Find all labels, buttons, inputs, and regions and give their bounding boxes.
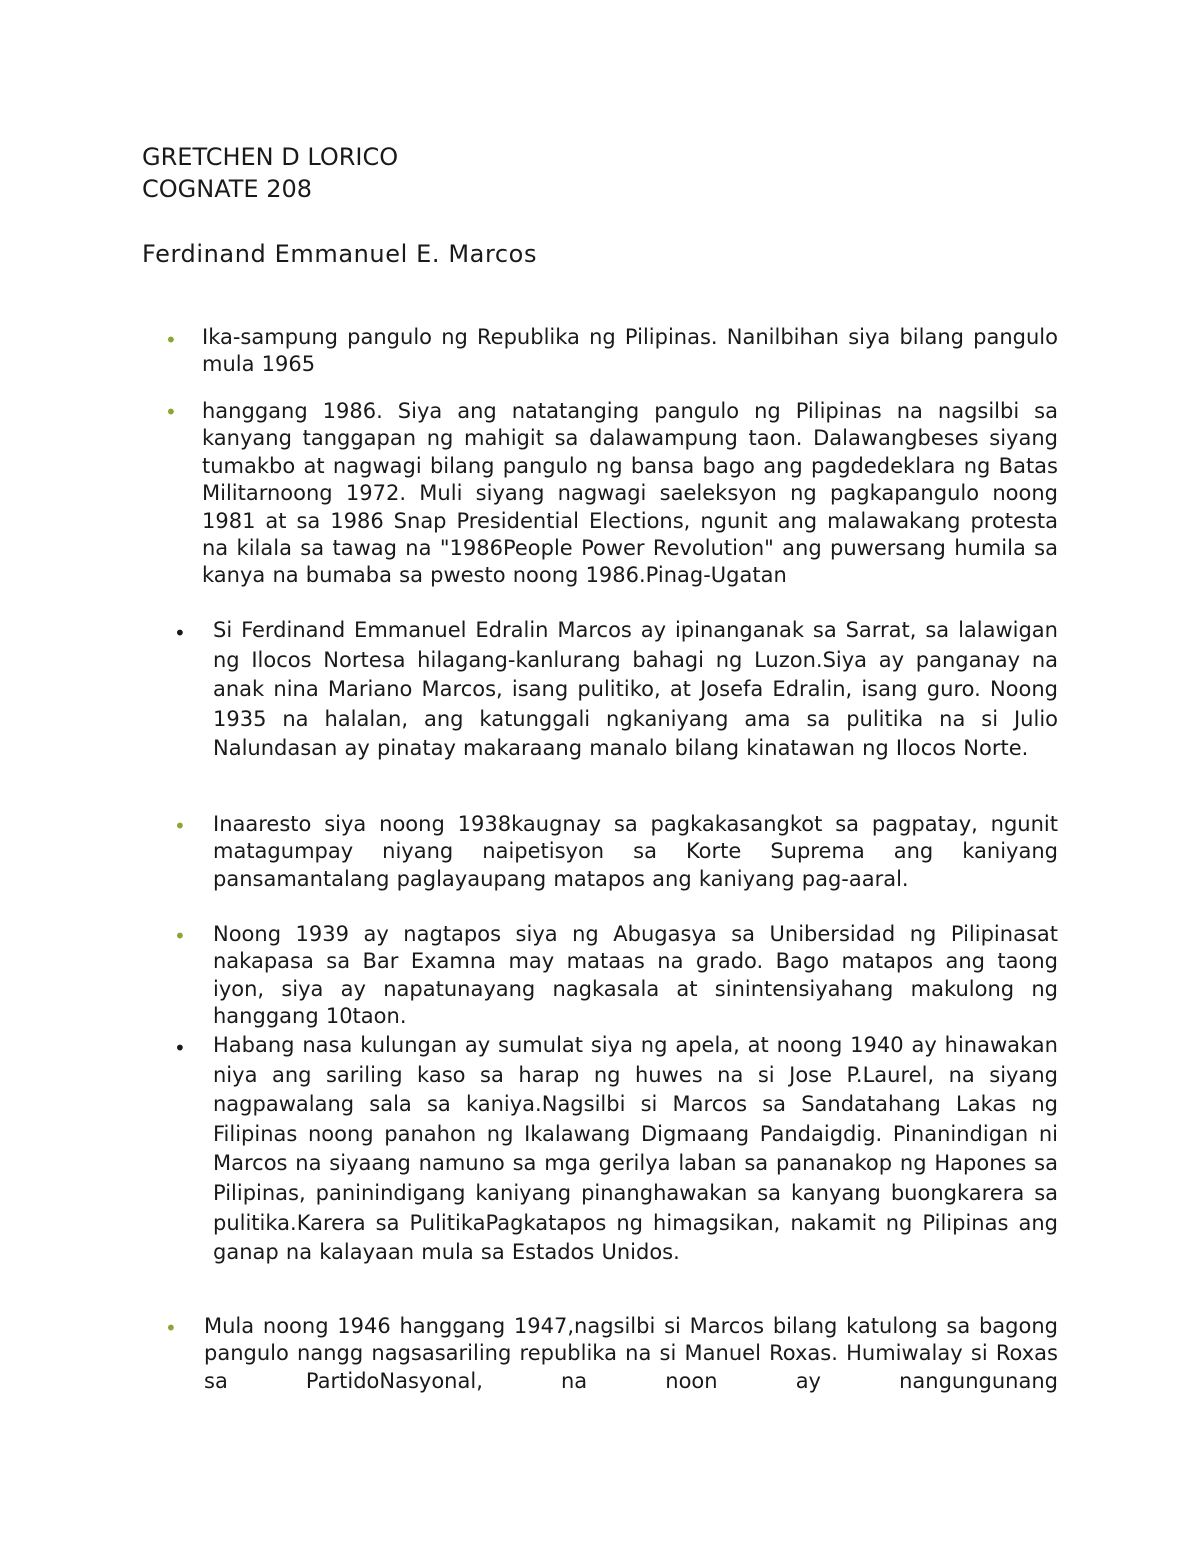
author-name: GRETCHEN D LORICO bbox=[142, 143, 399, 171]
bullet-text: Habang nasa kulungan ay sumulat siya ng apela, at noong 1940 ay hinawakan niya ang sariling kaso sa harap ng huwes na si Jose P.Laurel, na siyang nagpawalang sala sa kaniya.Nagsilbi si Marcos sa Sandatahang Lakas ng Filipinas noong panahon ng Ikalawang Digmaang Pandaigdig. Pinanindigan ni Marcos na siyaang namuno sa mga gerilya laban sa pananakop ng Hapones sa Pilipinas, paninindigang kaniyang pinanghawakan sa kanyang buongkarera sa pulitika.Karera sa PulitikaPagkatapos ng himagsikan, nakamit ng Pilipinas ang ganap na kalayaan mula sa Estados Unidos. bbox=[213, 1033, 1058, 1265]
bullet-marker: • bbox=[174, 924, 186, 948]
bullet-marker: • bbox=[174, 621, 186, 645]
bullet-text: hanggang 1986. Siya ang natatanging pangulo ng Pilipinas na nagsilbi sa kanyang tanggapan ng mahigit sa dalawampung taon. Dalawangbeses siyang tumakbo at nagwagi bilang pangulo ng bansa bago ang pagdedeklara ng Batas Militarnoong 1972. Muli siyang nagwagi saeleksyon ng pagkapangulo noong 1981 at sa 1986 Snap Presidential Elections, ngunit ang malawakang protesta na kilala sa tawag na "1986People Power Revolution" ang puwersang humila sa kanya na bumaba sa pwesto noong 1986.Pinag-Ugatan bbox=[202, 399, 1058, 588]
bullet-text: Ika-sampung pangulo ng Republika ng Pilipinas. Nanilbihan siya bilang pangulo mula 1965 bbox=[202, 325, 1058, 376]
bullet-marker: • bbox=[165, 328, 177, 352]
bullet-text: Mula noong 1946 hanggang 1947,nagsilbi si Marcos bilang katulong sa bagong pangulo nangg nagsasariling republika na si Manuel Roxas. Humiwalay si Roxas sa PartidoNasyonal, na noon ay nangungunang bbox=[204, 1314, 1058, 1393]
document-subject: Ferdinand Emmanuel E. Marcos bbox=[142, 240, 538, 268]
course-code: COGNATE 208 bbox=[142, 175, 313, 203]
bullet-marker: • bbox=[165, 1316, 177, 1340]
bullet-text: Si Ferdinand Emmanuel Edralin Marcos ay ipinanganak sa Sarrat, sa lalawigan ng Ilocos Nortesa hilagang-kanlurang bahagi ng Luzon.Siya ay panganay na anak nina Mariano Marcos, isang pulitiko, at Josefa Edralin, isang guro. Noong 1935 na halalan, ang katunggali ngkaniyang ama sa pulitika na si Julio Nalundasan ay pinatay makaraang manalo bilang kinatawan ng Ilocos Norte. bbox=[213, 618, 1058, 761]
bullet-text: Inaaresto siya noong 1938kaugnay sa pagkakasangkot sa pagpatay, ngunit matagumpay niyang naipetisyon sa Korte Suprema ang kaniyang pansamantalang paglayaupang matapos ang kaniyang pag-aaral. bbox=[213, 812, 1058, 891]
bullet-marker: • bbox=[165, 400, 177, 424]
bullet-marker: • bbox=[174, 1036, 186, 1060]
bullet-marker: • bbox=[174, 814, 186, 838]
bullet-text: Noong 1939 ay nagtapos siya ng Abugasya sa Unibersidad ng Pilipinasat nakapasa sa Bar Examna may mataas na grado. Bago matapos ang taong iyon, siya ay napatunayang nagkasala at sinintensiyahang makulong ng hanggang 10taon. bbox=[213, 922, 1058, 1029]
